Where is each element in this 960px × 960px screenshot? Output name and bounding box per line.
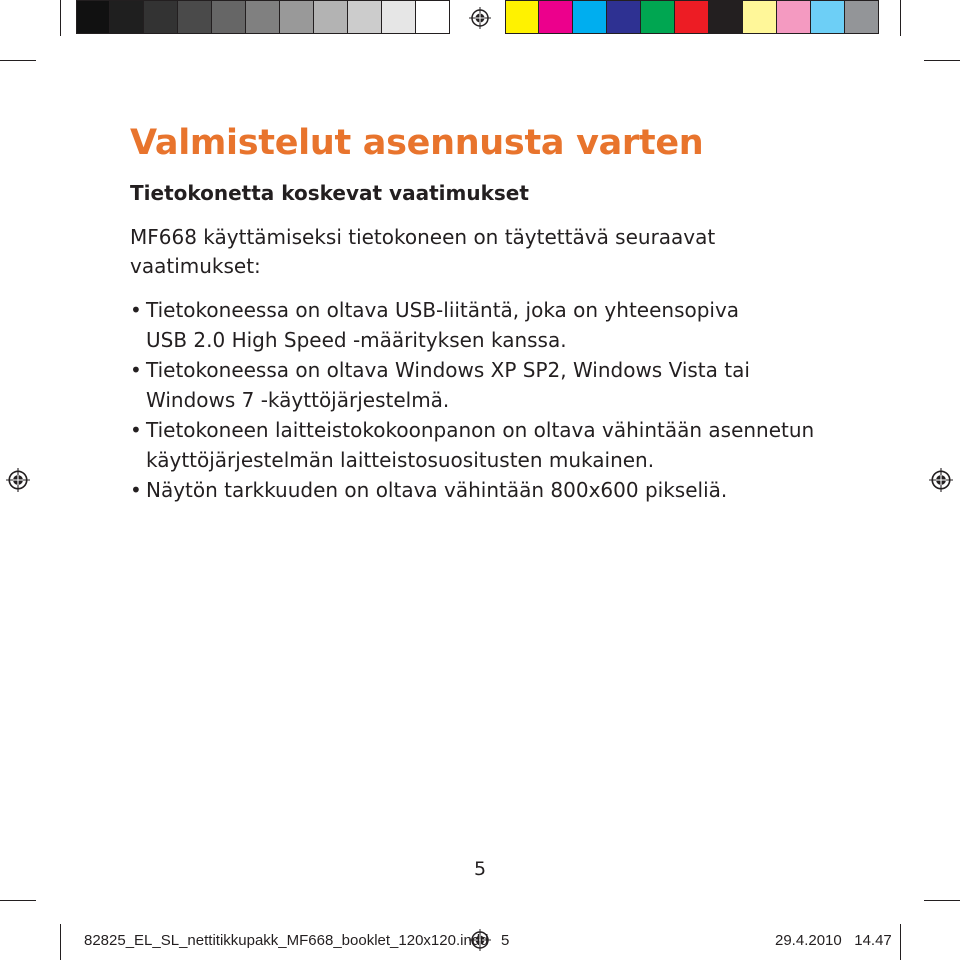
color-swatch xyxy=(505,0,539,34)
list-item-text: käyttöjärjestelmän laitteistosuositusten mukainen. xyxy=(146,448,655,472)
crop-mark xyxy=(0,60,36,61)
bullet-icon: • xyxy=(130,478,142,502)
bullet-icon: • xyxy=(130,418,142,442)
color-swatch xyxy=(811,0,845,34)
color-bar-grayscale xyxy=(76,0,450,36)
color-swatch xyxy=(144,0,178,34)
intro-paragraph: MF668 käyttämiseksi tietokoneen on täytettävä seuraavat vaatimukset: xyxy=(130,225,716,278)
crop-mark xyxy=(60,0,61,36)
crop-mark xyxy=(900,924,901,960)
list-item xyxy=(130,415,850,475)
color-swatch xyxy=(382,0,416,34)
color-swatch xyxy=(845,0,879,34)
crop-mark xyxy=(900,0,901,36)
crop-mark xyxy=(924,900,960,901)
list-item-text: Näytön tarkkuuden on oltava vähintään 800x600 pikseliä. xyxy=(146,478,728,502)
page-title: Valmistelut asennusta varten xyxy=(130,123,704,163)
list-item-text: Windows 7 -käyttöjärjestelmä. xyxy=(146,388,450,412)
bullet-icon: • xyxy=(130,298,142,322)
color-swatch xyxy=(76,0,110,34)
color-swatch xyxy=(709,0,743,34)
color-swatch xyxy=(641,0,675,34)
page-content xyxy=(130,118,850,505)
list-item xyxy=(130,295,850,355)
crop-mark xyxy=(0,900,36,901)
color-swatch xyxy=(110,0,144,34)
registration-mark-icon xyxy=(929,468,953,492)
color-swatch xyxy=(573,0,607,34)
color-swatch xyxy=(777,0,811,34)
color-bar-process xyxy=(505,0,879,36)
list-item-text: USB 2.0 High Speed -määrityksen kanssa. xyxy=(146,328,567,352)
list-item-text: Tietokoneen laitteistokokoonpanon on oltava vähintään asennetun xyxy=(146,418,815,442)
page-number: 5 xyxy=(473,858,487,880)
color-swatch xyxy=(607,0,641,34)
color-swatch xyxy=(348,0,382,34)
registration-mark-icon xyxy=(469,7,491,29)
color-swatch xyxy=(314,0,348,34)
bullet-icon: • xyxy=(130,358,142,382)
color-swatch xyxy=(675,0,709,34)
color-swatch xyxy=(743,0,777,34)
footer-filename: 82825_EL_SL_nettitikkupakk_MF668_booklet_120x120.indd 5 xyxy=(84,932,510,949)
color-swatch xyxy=(416,0,450,34)
color-swatch xyxy=(539,0,573,34)
color-swatch xyxy=(178,0,212,34)
footer-timestamp: 29.4.2010 14.47 xyxy=(775,932,892,949)
registration-mark-icon xyxy=(6,468,30,492)
list-item xyxy=(130,355,850,415)
list-item xyxy=(130,475,850,505)
crop-mark xyxy=(60,924,61,960)
section-heading: Tietokonetta koskevat vaatimukset xyxy=(130,181,529,205)
color-swatch xyxy=(246,0,280,34)
requirements-list xyxy=(130,295,850,505)
color-swatch xyxy=(280,0,314,34)
list-item-text: Tietokoneessa on oltava Windows XP SP2, Windows Vista tai xyxy=(146,358,750,382)
crop-mark xyxy=(924,60,960,61)
color-swatch xyxy=(212,0,246,34)
list-item-text: Tietokoneessa on oltava USB-liitäntä, joka on yhteensopiva xyxy=(146,298,740,322)
